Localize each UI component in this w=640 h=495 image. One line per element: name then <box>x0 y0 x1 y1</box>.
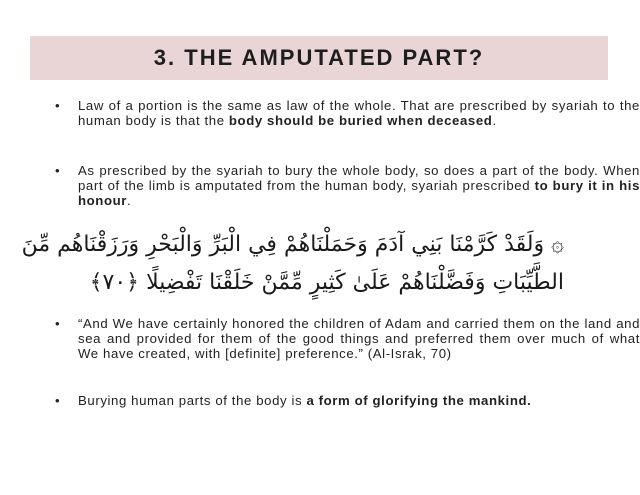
bullet-text: Burying human parts of the body is a form of glorifying the mankind. <box>78 393 532 408</box>
bullet-text: “And We have certainly honored the children of Adam and carried them on the land and sea and provided for them of the good things and preferred them over much of what We have created, with [definite] preference.” (Al-Israk, 70) <box>78 316 640 361</box>
bullet-dot: • <box>55 393 61 408</box>
bullet-dot: • <box>55 98 61 113</box>
bullet-dot: • <box>55 163 61 178</box>
verse-line-2: الطَّيِّبَاتِ وَفَضَّلْنَاهُمْ عَلَىٰ كَثِيرٍ مِّمَّنْ خَلَقْنَا تَفْضِيلًا ﴿٧٠﴾ <box>89 270 564 295</box>
title-banner <box>30 36 608 80</box>
bullet-text: As prescribed by the syariah to bury the whole body, so does a part of the body. When part of the limb is amputated from the human body, syariah prescribed to bury it in his honour. <box>78 163 640 208</box>
page-title: 3. THE AMPUTATED PART? <box>153 45 485 70</box>
bullet-emphasis: body should be buried when deceased <box>228 113 493 128</box>
verse-line-1: ۞ وَلَقَدْ كَرَّمْنَا بَنِي آدَمَ وَحَمَلْنَاهُمْ فِي الْبَرِّ وَالْبَحْرِ وَرَزَقْنَاهُم مِّنَ <box>21 232 564 257</box>
quran-verse <box>21 232 564 308</box>
verse-number-marker: ﴿٧٠﴾ <box>89 270 140 295</box>
bullet-text: Law of a portion is the same as law of the whole. That are prescribed by syariah to the human body is that the body should be buried when deceased. <box>78 98 640 128</box>
verse-start-marker: ۞ <box>551 232 564 257</box>
bullet-dot: • <box>55 316 61 331</box>
bullet-emphasis: a form of glorifying the mankind. <box>306 393 532 408</box>
bullet-emphasis: to bury it in his honour <box>78 178 640 208</box>
